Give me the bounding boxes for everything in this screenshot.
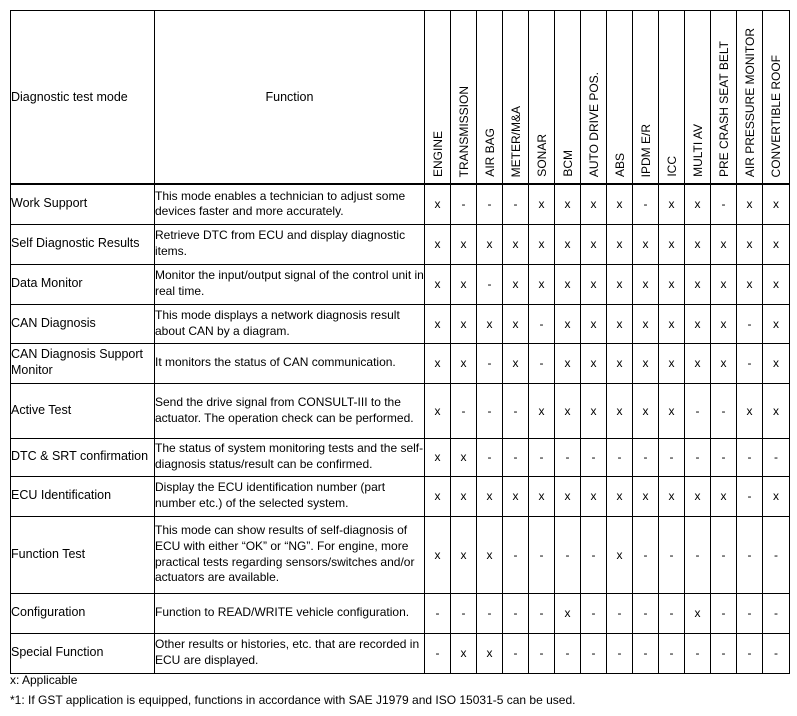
applicability-cell: -	[503, 184, 529, 224]
applicability-cell: x	[659, 383, 685, 438]
applicability-cell: x	[659, 476, 685, 516]
applicability-cell: -	[503, 383, 529, 438]
applicability-cell: -	[529, 593, 555, 633]
applicability-cell: -	[763, 438, 790, 476]
applicability-cell: x	[425, 516, 451, 593]
applicability-cell: -	[529, 516, 555, 593]
applicability-cell: x	[763, 383, 790, 438]
system-header: CONVERTIBLE ROOF	[763, 11, 790, 185]
table-row	[11, 184, 790, 224]
applicability-cell: -	[737, 633, 763, 673]
applicability-cell: -	[477, 383, 503, 438]
applicability-cell: -	[477, 343, 503, 383]
applicability-cell: -	[555, 633, 581, 673]
applicability-cell: x	[607, 304, 633, 343]
applicability-cell: x	[581, 224, 607, 264]
applicability-cell: x	[763, 343, 790, 383]
applicability-cell: x	[685, 476, 711, 516]
mode-cell: ECU Identification	[11, 476, 155, 516]
applicability-cell: -	[451, 383, 477, 438]
applicability-cell: x	[451, 224, 477, 264]
applicability-cell: x	[451, 343, 477, 383]
applicability-cell: -	[633, 438, 659, 476]
applicability-cell: -	[581, 438, 607, 476]
applicability-cell: x	[607, 476, 633, 516]
applicability-cell: x	[685, 224, 711, 264]
applicability-cell: x	[503, 343, 529, 383]
applicability-cell: -	[737, 438, 763, 476]
system-header: SONAR	[529, 11, 555, 185]
applicability-cell: x	[763, 476, 790, 516]
header-function: Function	[155, 11, 425, 185]
applicability-cell: x	[425, 383, 451, 438]
mode-cell: Work Support	[11, 184, 155, 224]
header-mode: Diagnostic test mode	[11, 11, 155, 185]
applicability-cell: -	[529, 438, 555, 476]
applicability-cell: x	[763, 184, 790, 224]
applicability-cell: -	[477, 264, 503, 304]
applicability-cell: x	[451, 476, 477, 516]
applicability-cell: x	[711, 304, 737, 343]
applicability-cell: x	[607, 184, 633, 224]
applicability-cell: -	[529, 633, 555, 673]
applicability-cell: x	[477, 304, 503, 343]
applicability-cell: -	[581, 633, 607, 673]
system-header: IPDM E/R	[633, 11, 659, 185]
table-row	[11, 383, 790, 438]
applicability-cell: x	[581, 383, 607, 438]
applicability-cell: -	[763, 633, 790, 673]
applicability-cell: x	[607, 516, 633, 593]
applicability-cell: x	[607, 224, 633, 264]
applicability-cell: x	[555, 224, 581, 264]
applicability-cell: -	[503, 593, 529, 633]
applicability-cell: -	[659, 633, 685, 673]
applicability-cell: -	[737, 516, 763, 593]
applicability-cell: x	[425, 476, 451, 516]
applicability-cell: x	[451, 304, 477, 343]
applicability-cell: x	[607, 264, 633, 304]
function-cell: This mode can show results of self-diagnosis of ECU with either “OK” or “NG”. For engine, more practical tests regarding sensors/switches and/or actuators are available.	[155, 516, 425, 593]
system-header: PRE CRASH SEAT BELT	[711, 11, 737, 185]
function-cell: Other results or histories, etc. that are recorded in ECU are displayed.	[155, 633, 425, 673]
table-row	[11, 593, 790, 633]
applicability-cell: -	[711, 383, 737, 438]
table-row	[11, 476, 790, 516]
applicability-cell: x	[711, 224, 737, 264]
applicability-cell: x	[581, 343, 607, 383]
function-cell: Retrieve DTC from ECU and display diagnostic items.	[155, 224, 425, 264]
applicability-cell: x	[555, 593, 581, 633]
system-header: AIR PRESSURE MONITOR	[737, 11, 763, 185]
applicability-cell: x	[503, 476, 529, 516]
applicability-cell: x	[477, 633, 503, 673]
applicability-cell: x	[425, 224, 451, 264]
applicability-cell: -	[451, 593, 477, 633]
applicability-cell: -	[529, 343, 555, 383]
applicability-cell: x	[555, 264, 581, 304]
applicability-cell: -	[581, 593, 607, 633]
applicability-cell: x	[659, 304, 685, 343]
applicability-cell: x	[425, 343, 451, 383]
applicability-cell: x	[425, 438, 451, 476]
mode-cell: Self Diagnostic Results	[11, 224, 155, 264]
applicability-cell: -	[711, 593, 737, 633]
applicability-cell: -	[711, 633, 737, 673]
applicability-cell: -	[451, 184, 477, 224]
system-header: METER/M&A	[503, 11, 529, 185]
applicability-cell: x	[685, 184, 711, 224]
applicability-cell: -	[763, 516, 790, 593]
applicability-cell: x	[451, 438, 477, 476]
table-row	[11, 516, 790, 593]
applicability-cell: x	[425, 264, 451, 304]
applicability-cell: x	[711, 476, 737, 516]
applicability-cell: x	[737, 224, 763, 264]
system-header: AUTO DRIVE POS.	[581, 11, 607, 185]
applicability-cell: -	[581, 516, 607, 593]
applicability-cell: -	[633, 184, 659, 224]
applicability-cell: x	[685, 343, 711, 383]
system-header: ABS	[607, 11, 633, 185]
applicability-cell: x	[529, 476, 555, 516]
applicability-cell: x	[529, 184, 555, 224]
applicability-cell: -	[685, 633, 711, 673]
applicability-cell: x	[633, 383, 659, 438]
applicability-cell: -	[425, 633, 451, 673]
applicability-cell: -	[685, 438, 711, 476]
applicability-cell: -	[633, 633, 659, 673]
applicability-cell: -	[737, 343, 763, 383]
applicability-cell: x	[685, 593, 711, 633]
footnote-applicable: x: Applicable	[10, 673, 78, 687]
applicability-cell: x	[477, 224, 503, 264]
table-row	[11, 224, 790, 264]
applicability-cell: x	[555, 184, 581, 224]
applicability-cell: x	[633, 343, 659, 383]
applicability-cell: x	[685, 304, 711, 343]
applicability-cell: x	[503, 264, 529, 304]
applicability-cell: x	[581, 476, 607, 516]
applicability-cell: x	[737, 383, 763, 438]
applicability-cell: -	[711, 438, 737, 476]
applicability-cell: x	[607, 343, 633, 383]
applicability-cell: x	[737, 184, 763, 224]
applicability-cell: x	[503, 224, 529, 264]
applicability-cell: x	[555, 304, 581, 343]
applicability-cell: x	[555, 343, 581, 383]
applicability-cell: x	[633, 476, 659, 516]
applicability-cell: -	[607, 633, 633, 673]
mode-cell: Active Test	[11, 383, 155, 438]
applicability-cell: -	[477, 184, 503, 224]
mode-cell: Special Function	[11, 633, 155, 673]
applicability-cell: x	[477, 476, 503, 516]
applicability-cell: x	[659, 184, 685, 224]
applicability-cell: -	[737, 304, 763, 343]
applicability-cell: x	[555, 383, 581, 438]
applicability-cell: x	[529, 224, 555, 264]
applicability-cell: x	[607, 383, 633, 438]
mode-cell: DTC & SRT confirmation	[11, 438, 155, 476]
applicability-cell: x	[633, 224, 659, 264]
applicability-cell: x	[581, 184, 607, 224]
applicability-cell: x	[685, 264, 711, 304]
applicability-cell: -	[659, 516, 685, 593]
applicability-cell: x	[425, 184, 451, 224]
applicability-cell: x	[633, 264, 659, 304]
function-cell: Function to READ/WRITE vehicle configuration.	[155, 593, 425, 633]
applicability-cell: -	[503, 438, 529, 476]
applicability-cell: -	[477, 593, 503, 633]
system-header: ENGINE	[425, 11, 451, 185]
applicability-cell: x	[711, 264, 737, 304]
applicability-cell: x	[763, 224, 790, 264]
function-cell: The status of system monitoring tests and the self-diagnosis status/result can be confirmed.	[155, 438, 425, 476]
applicability-cell: x	[581, 264, 607, 304]
applicability-cell: -	[477, 438, 503, 476]
applicability-cell: -	[659, 593, 685, 633]
applicability-cell: x	[659, 343, 685, 383]
applicability-cell: x	[451, 633, 477, 673]
applicability-cell: -	[711, 516, 737, 593]
mode-cell: Data Monitor	[11, 264, 155, 304]
applicability-cell: x	[633, 304, 659, 343]
applicability-cell: x	[737, 264, 763, 304]
applicability-cell: -	[659, 438, 685, 476]
applicability-cell: x	[477, 516, 503, 593]
system-header: AIR BAG	[477, 11, 503, 185]
applicability-cell: -	[737, 593, 763, 633]
function-cell: It monitors the status of CAN communication.	[155, 343, 425, 383]
applicability-cell: -	[503, 516, 529, 593]
table-row	[11, 264, 790, 304]
applicability-cell: x	[763, 304, 790, 343]
applicability-cell: x	[425, 304, 451, 343]
table-row	[11, 633, 790, 673]
system-header: MULTI AV	[685, 11, 711, 185]
applicability-cell: x	[581, 304, 607, 343]
applicability-cell: x	[529, 383, 555, 438]
applicability-cell: x	[555, 476, 581, 516]
function-cell: Send the drive signal from CONSULT-III to the actuator. The operation check can be performed.	[155, 383, 425, 438]
applicability-cell: x	[451, 516, 477, 593]
applicability-cell: -	[633, 516, 659, 593]
mode-cell: CAN Diagnosis	[11, 304, 155, 343]
system-header: BCM	[555, 11, 581, 185]
mode-cell: CAN Diagnosis Support Monitor	[11, 343, 155, 383]
system-header: ICC	[659, 11, 685, 185]
function-cell: This mode displays a network diagnosis result about CAN by a diagram.	[155, 304, 425, 343]
applicability-cell: x	[711, 343, 737, 383]
applicability-cell: -	[737, 476, 763, 516]
function-cell: Monitor the input/output signal of the control unit in real time.	[155, 264, 425, 304]
system-header: TRANSMISSION	[451, 11, 477, 185]
applicability-cell: -	[633, 593, 659, 633]
applicability-cell: -	[555, 438, 581, 476]
applicability-cell: -	[529, 304, 555, 343]
function-cell: Display the ECU identification number (part number etc.) of the selected system.	[155, 476, 425, 516]
applicability-cell: x	[659, 224, 685, 264]
table-row	[11, 438, 790, 476]
table-row	[11, 304, 790, 343]
applicability-cell: -	[607, 438, 633, 476]
diagnostic-mode-table	[10, 10, 790, 674]
applicability-cell: -	[607, 593, 633, 633]
applicability-cell: x	[659, 264, 685, 304]
footnote-1: *1: If GST application is equipped, functions in accordance with SAE J1979 and ISO 15031-5 can be used.	[10, 693, 576, 707]
mode-cell: Configuration	[11, 593, 155, 633]
applicability-cell: x	[503, 304, 529, 343]
function-cell: This mode enables a technician to adjust some devices faster and more accurately.	[155, 184, 425, 224]
applicability-cell: -	[555, 516, 581, 593]
mode-cell: Function Test	[11, 516, 155, 593]
header-row	[11, 11, 790, 185]
applicability-cell: x	[763, 264, 790, 304]
applicability-cell: x	[529, 264, 555, 304]
applicability-cell: -	[685, 516, 711, 593]
table-row	[11, 343, 790, 383]
applicability-cell: -	[763, 593, 790, 633]
applicability-cell: x	[451, 264, 477, 304]
applicability-cell: -	[711, 184, 737, 224]
applicability-cell: -	[503, 633, 529, 673]
applicability-cell: -	[685, 383, 711, 438]
applicability-cell: -	[425, 593, 451, 633]
